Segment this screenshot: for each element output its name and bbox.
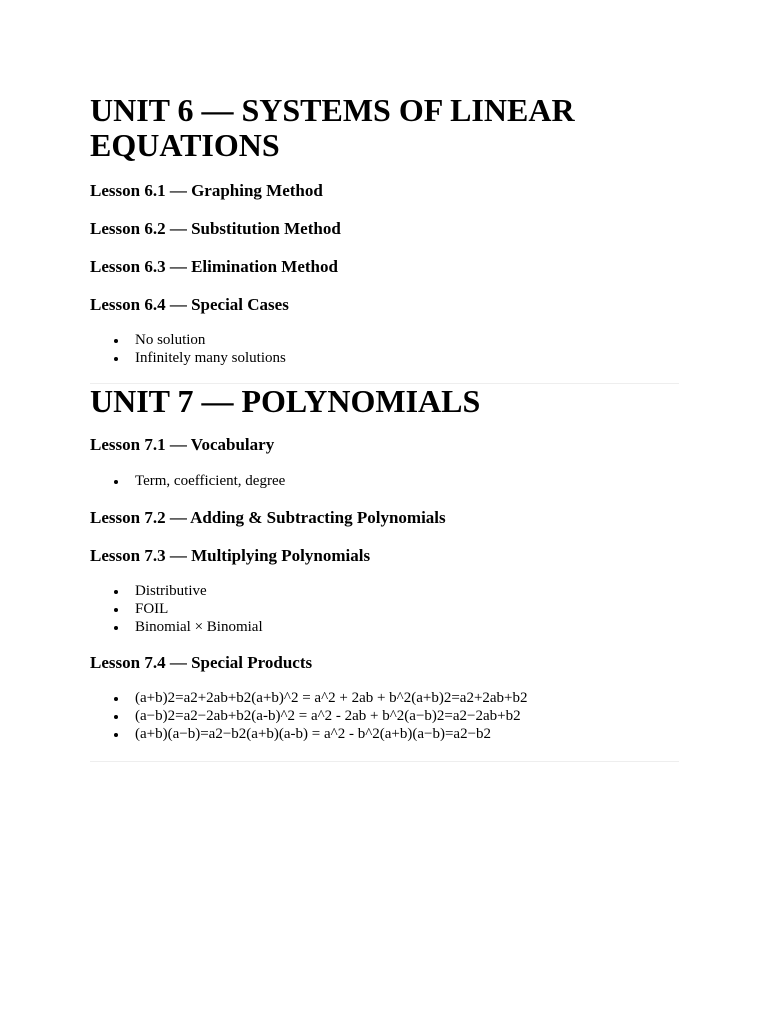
bullet-list — [90, 331, 679, 367]
list-item: No solution — [135, 331, 679, 349]
lesson-heading: Lesson 7.1 — Vocabulary — [90, 435, 275, 454]
lesson-heading: Lesson 7.4 — Special Products — [90, 653, 313, 672]
bullet-list — [90, 472, 679, 490]
bullet-list — [90, 582, 679, 636]
lesson-heading: Lesson 7.2 — Adding & Subtracting Polynomials — [90, 508, 446, 527]
list-item: FOIL — [135, 600, 679, 618]
bullet-list — [90, 689, 679, 743]
list-item: Distributive — [135, 582, 679, 600]
lesson-heading: Lesson 6.1 — Graphing Method — [90, 181, 323, 200]
list-item: Term, coefficient, degree — [135, 472, 679, 490]
lesson-heading: Lesson 6.3 — Elimination Method — [90, 257, 338, 276]
list-item: (a+b)2=a2+2ab+b2(a+b)^2 = a^2 + 2ab + b^2(a+b)2=a2+2ab+b2 — [135, 689, 679, 707]
list-item: Infinitely many solutions — [135, 349, 679, 367]
list-item: Binomial × Binomial — [135, 618, 679, 636]
list-item: (a−b)2=a2−2ab+b2(a-b)^2 = a^2 - 2ab + b^2(a−b)2=a2−2ab+b2 — [135, 707, 679, 725]
unit-title: UNIT 7 — POLYNOMIALS — [90, 383, 481, 419]
list-item: (a+b)(a−b)=a2−b2(a+b)(a-b) = a^2 - b^2(a+b)(a−b)=a2−b2 — [135, 725, 679, 743]
document-page — [90, 93, 679, 762]
section-divider — [90, 761, 679, 762]
lesson-heading: Lesson 7.3 — Multiplying Polynomials — [90, 546, 371, 565]
lesson-heading: Lesson 6.4 — Special Cases — [90, 295, 289, 314]
unit-title: UNIT 6 — SYSTEMS OF LINEAR EQUATIONS — [90, 92, 575, 163]
lesson-heading: Lesson 6.2 — Substitution Method — [90, 219, 341, 238]
